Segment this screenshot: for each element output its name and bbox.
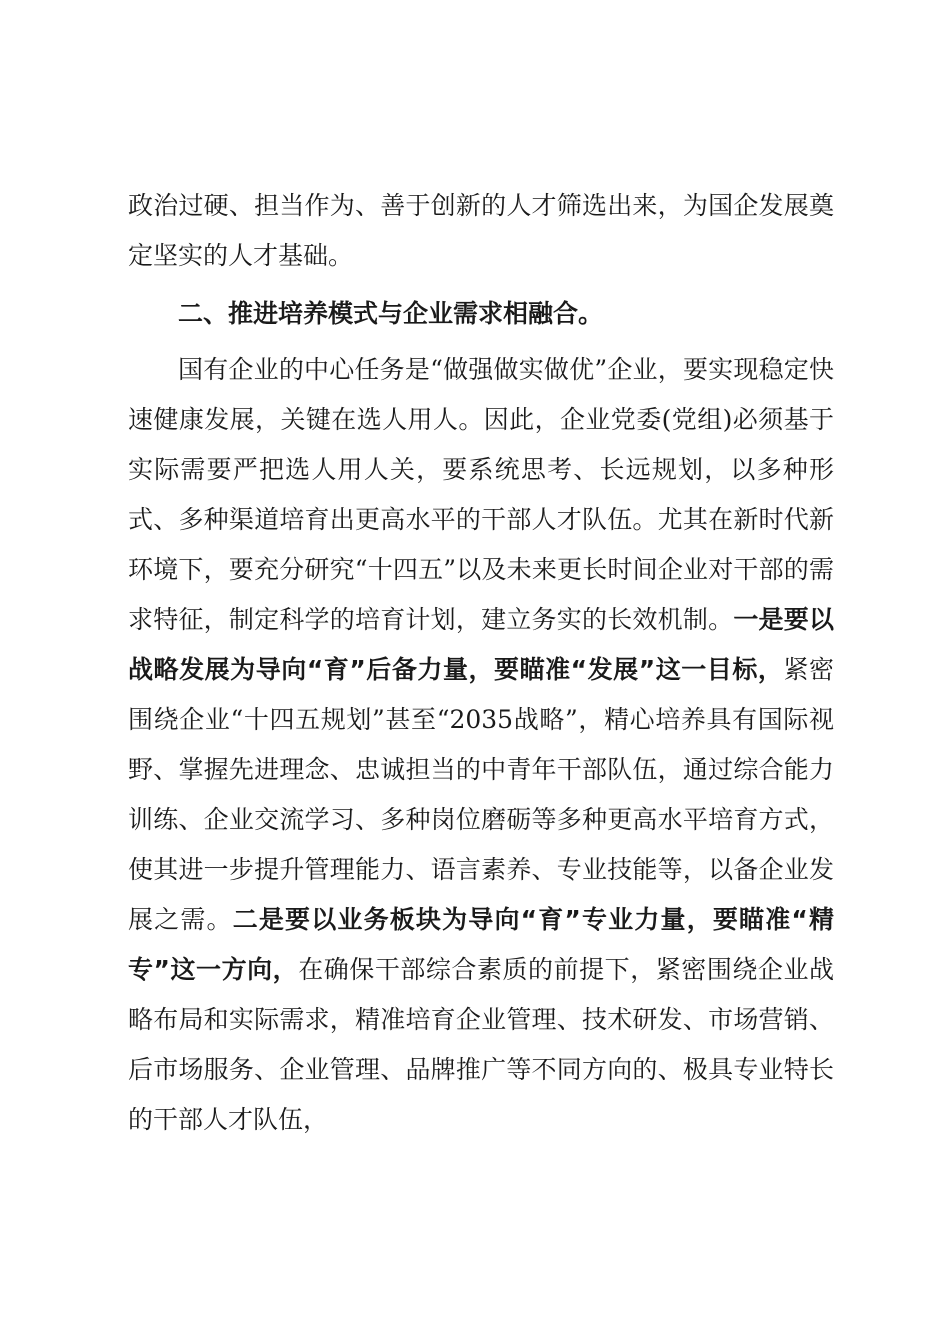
paragraph-text: 在确保干部综合素质的前提下，紧密围绕企业战略布局和实际需求，精准培育企业管理、技术研发、市场营销、后市场服务、企业管理、品牌推广等不同方向的、极具专业特长的干部人才队伍， <box>128 955 834 1134</box>
document-body <box>128 181 834 1145</box>
emphasis-text: 二是要以业务板块为导向“育”专业力量，要瞄准“精专”这一方向， <box>128 905 834 984</box>
section-heading: 二、推进培养模式与企业需求相融合。 <box>178 299 604 328</box>
paragraph-text: 国有企业的中心任务是“做强做实做优”企业，要实现稳定快速健康发展，关键在选人用人。因此，企业党委(党组)必须基于实际需要严把选人用人关，要系统思考、长远规划，以多种形式、多种渠道培育出更高水平的干部人才队伍。尤其在新时代新环境下，要充分研究“十四五”以及未来更长时间企业对干部的需求特征，制定科学的培育计划，建立务实的长效机制。 <box>128 355 834 634</box>
emphasis-text: 一是要以战略发展为导向“育”后备力量，要瞄准“发展”这一目标， <box>128 605 834 684</box>
paragraph-continued: 政治过硬、担当作为、善于创新的人才筛选出来，为国企发展奠定坚实的人才基础。 <box>128 191 834 270</box>
paragraph-text: 紧密围绕企业“十四五规划”甚至“2035战略”，精心培养具有国际视野、掌握先进理念、忠诚担当的中青年干部队伍，通过综合能力训练、企业交流学习、多种岗位磨砺等多种更高水平培育方式，使其进一步提升管理能力、语言素养、专业技能等，以备企业发展之需。 <box>128 655 834 934</box>
paragraph-main <box>128 345 834 1145</box>
